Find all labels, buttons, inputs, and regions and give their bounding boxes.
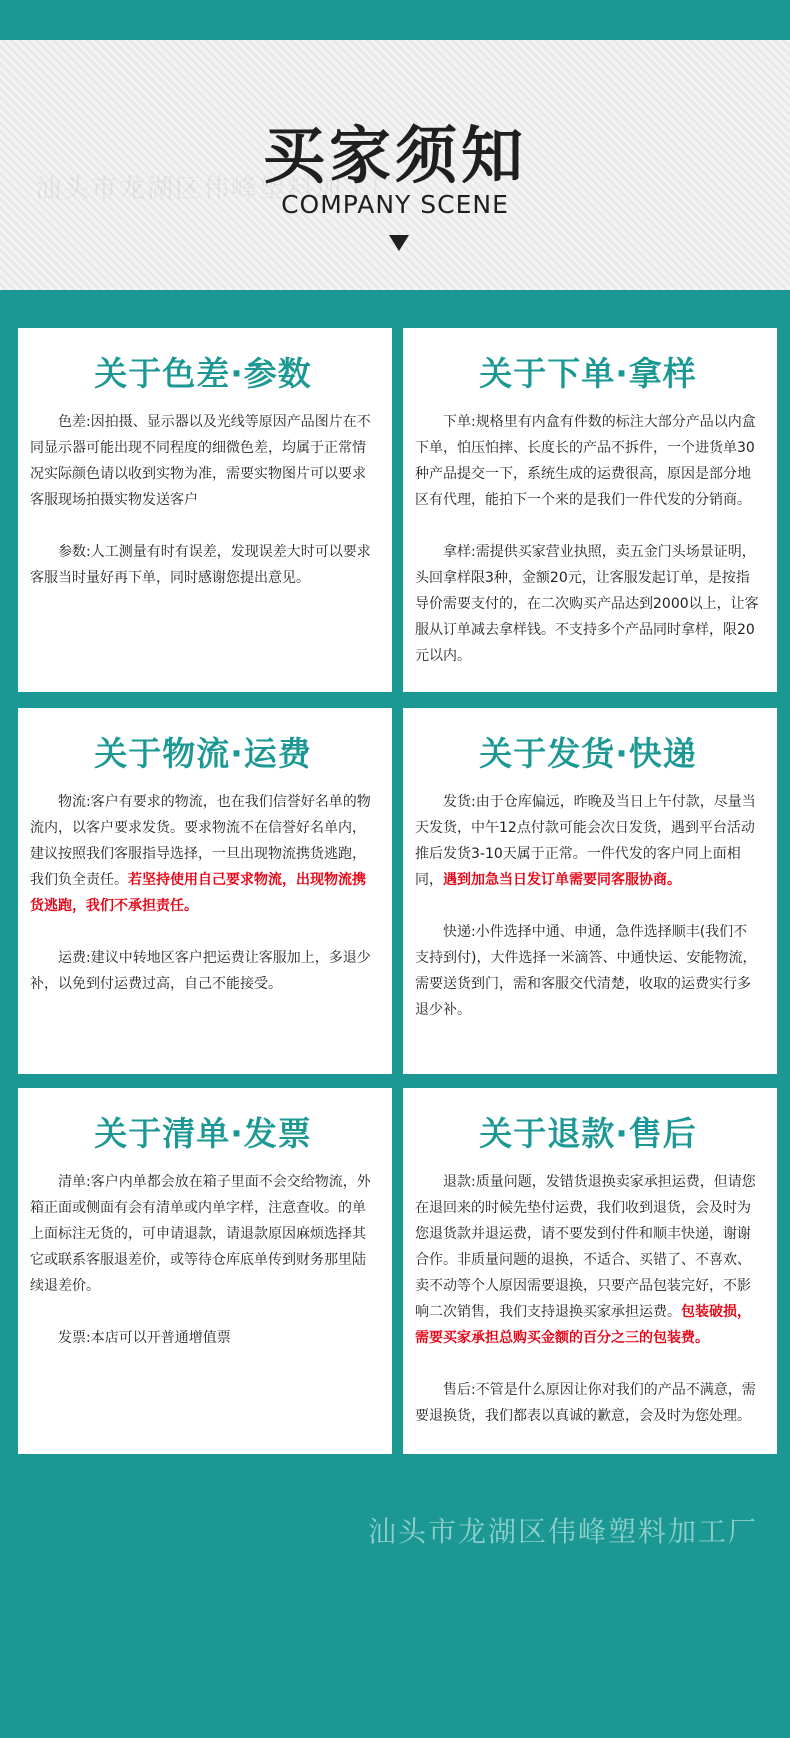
card-paragraph bbox=[30, 789, 376, 919]
card-refund-aftersales bbox=[403, 1088, 777, 1454]
page-subtitle: COMPANY SCENE bbox=[281, 190, 509, 219]
paragraph-text: 快递:小件选择中通、申通，急件选择顺丰(我们不支持到付)，大件选择一米滴答、中通快运、安能物流，需要送货到门，需和客服交代清楚，收取的运费实行多退少补。 bbox=[415, 924, 757, 1018]
card-paragraph bbox=[415, 409, 761, 513]
card-color-params bbox=[18, 328, 392, 692]
card-paragraph bbox=[415, 1169, 761, 1351]
paragraph-text: 发货:由于仓库偏远，昨晚及当日上午付款，尽量当天发货，中午12点付款可能会次日发货，遇到平台活动推后发货3-10天属于正常。一件代发的客户同上面相同， bbox=[415, 794, 756, 888]
paragraph-text: 拿样:需提供买家营业执照，卖五金门头场景证明，头回拿样限3种，金额20元，让客服发起订单，是按指导价需要支付的，在二次购买产品达到2000以上，让客服从订单减去拿样钱。不支持多个产品同时拿样，限20元以内。 bbox=[415, 544, 759, 664]
hero-watermark: 汕头市龙湖区伟峰塑料加工厂 bbox=[35, 174, 400, 204]
card-paragraph bbox=[30, 945, 376, 997]
card-paragraph bbox=[415, 1377, 761, 1429]
card-order-sample bbox=[403, 328, 777, 692]
paragraph-text: 参数:人工测量有时有误差，发现误差大时可以要求客服当时量好再下单，同时感谢您提出意见。 bbox=[30, 544, 371, 586]
card-paragraph bbox=[30, 409, 376, 513]
card-title: 关于清单·发票 bbox=[94, 1114, 312, 1153]
card-list-invoice bbox=[18, 1088, 392, 1454]
paragraph-text: 售后:不管是什么原因让你对我们的产品不满意，需要退换货，我们都表以真诚的歉意，会及时为您处理。 bbox=[415, 1382, 756, 1424]
paragraph-text: 色差:因拍摄、显示器以及光线等原因产品图片在不同显示器可能出现不同程度的细微色差，均属于正常情况实际颜色请以收到实物为准，需要实物图片可以要求客服现场拍摄实物发送客户 bbox=[30, 414, 371, 508]
card-paragraph bbox=[30, 1325, 376, 1351]
card-paragraph bbox=[415, 539, 761, 669]
card-logistics-freight bbox=[18, 708, 392, 1074]
warning-text: 遇到加急当日发订单需要同客服协商。 bbox=[443, 872, 681, 888]
card-title: 关于退款·售后 bbox=[479, 1114, 697, 1153]
card-paragraph bbox=[30, 539, 376, 591]
card-title: 关于色差·参数 bbox=[94, 354, 312, 393]
paragraph-text: 发票:本店可以开普通增值票 bbox=[58, 1330, 231, 1346]
card-paragraph bbox=[30, 1169, 376, 1299]
paragraph-text: 下单:规格里有内盒有件数的标注大部分产品以内盒下单，怕压怕摔、长度长的产品不拆件，一个进货单30种产品提交一下，系统生成的运费很高，原因是部分地区有代理，能拍下一个来的是我们一件代发的分销商。 bbox=[415, 414, 756, 508]
triangle-down-icon bbox=[389, 235, 409, 251]
warning-text: 包装破损，需要买家承担总购买金额的百分之三的包装费。 bbox=[415, 1304, 751, 1346]
page-title: 买家须知 bbox=[262, 119, 527, 192]
footer-brand: 汕头市龙湖区伟峰塑料加工厂 bbox=[367, 1515, 758, 1548]
card-title: 关于下单·拿样 bbox=[479, 354, 697, 393]
paragraph-text: 物流:客户有要求的物流，也在我们信誉好名单的物流内，以客户要求发货。要求物流不在信誉好名单内，建议按照我们客服指导选择，一旦出现物流携货逃跑，我们负全责任。 bbox=[30, 794, 371, 888]
card-shipping-express bbox=[403, 708, 777, 1074]
top-bar bbox=[0, 0, 790, 40]
paragraph-text: 运费:建议中转地区客户把运费让客服加上，多退少补，以免到付运费过高，自己不能接受。 bbox=[30, 950, 371, 992]
paragraph-text: 清单:客户内单都会放在箱子里面不会交给物流，外箱正面或侧面有会有清单或内单字样，注意查收。的单上面标注无货的，可申请退款，请退款原因麻烦选择其它或联系客服退差价，或等待仓库底单传到财务那里陆续退差价。 bbox=[30, 1174, 371, 1294]
paragraph-text: 退款:质量问题，发错货退换卖家承担运费，但请您在退回来的时候先垫付运费，我们收到退货，会及时为您退货款并退运费，请不要发到付件和顺丰快递，谢谢合作。非质量问题的退换，不适合、买错了、不喜欢、卖不动等个人原因需要退换，只要产品包装完好，不影响二次销售，我们支持退换买家承担运费。 bbox=[415, 1174, 756, 1320]
warning-text: 若坚持使用自己要求物流，出现物流携货逃跑，我们不承担责任。 bbox=[30, 872, 366, 914]
card-title: 关于物流·运费 bbox=[94, 734, 312, 773]
card-paragraph bbox=[415, 789, 761, 893]
card-title: 关于发货·快递 bbox=[479, 734, 697, 773]
card-paragraph bbox=[415, 919, 761, 1023]
hero-banner bbox=[0, 40, 790, 290]
